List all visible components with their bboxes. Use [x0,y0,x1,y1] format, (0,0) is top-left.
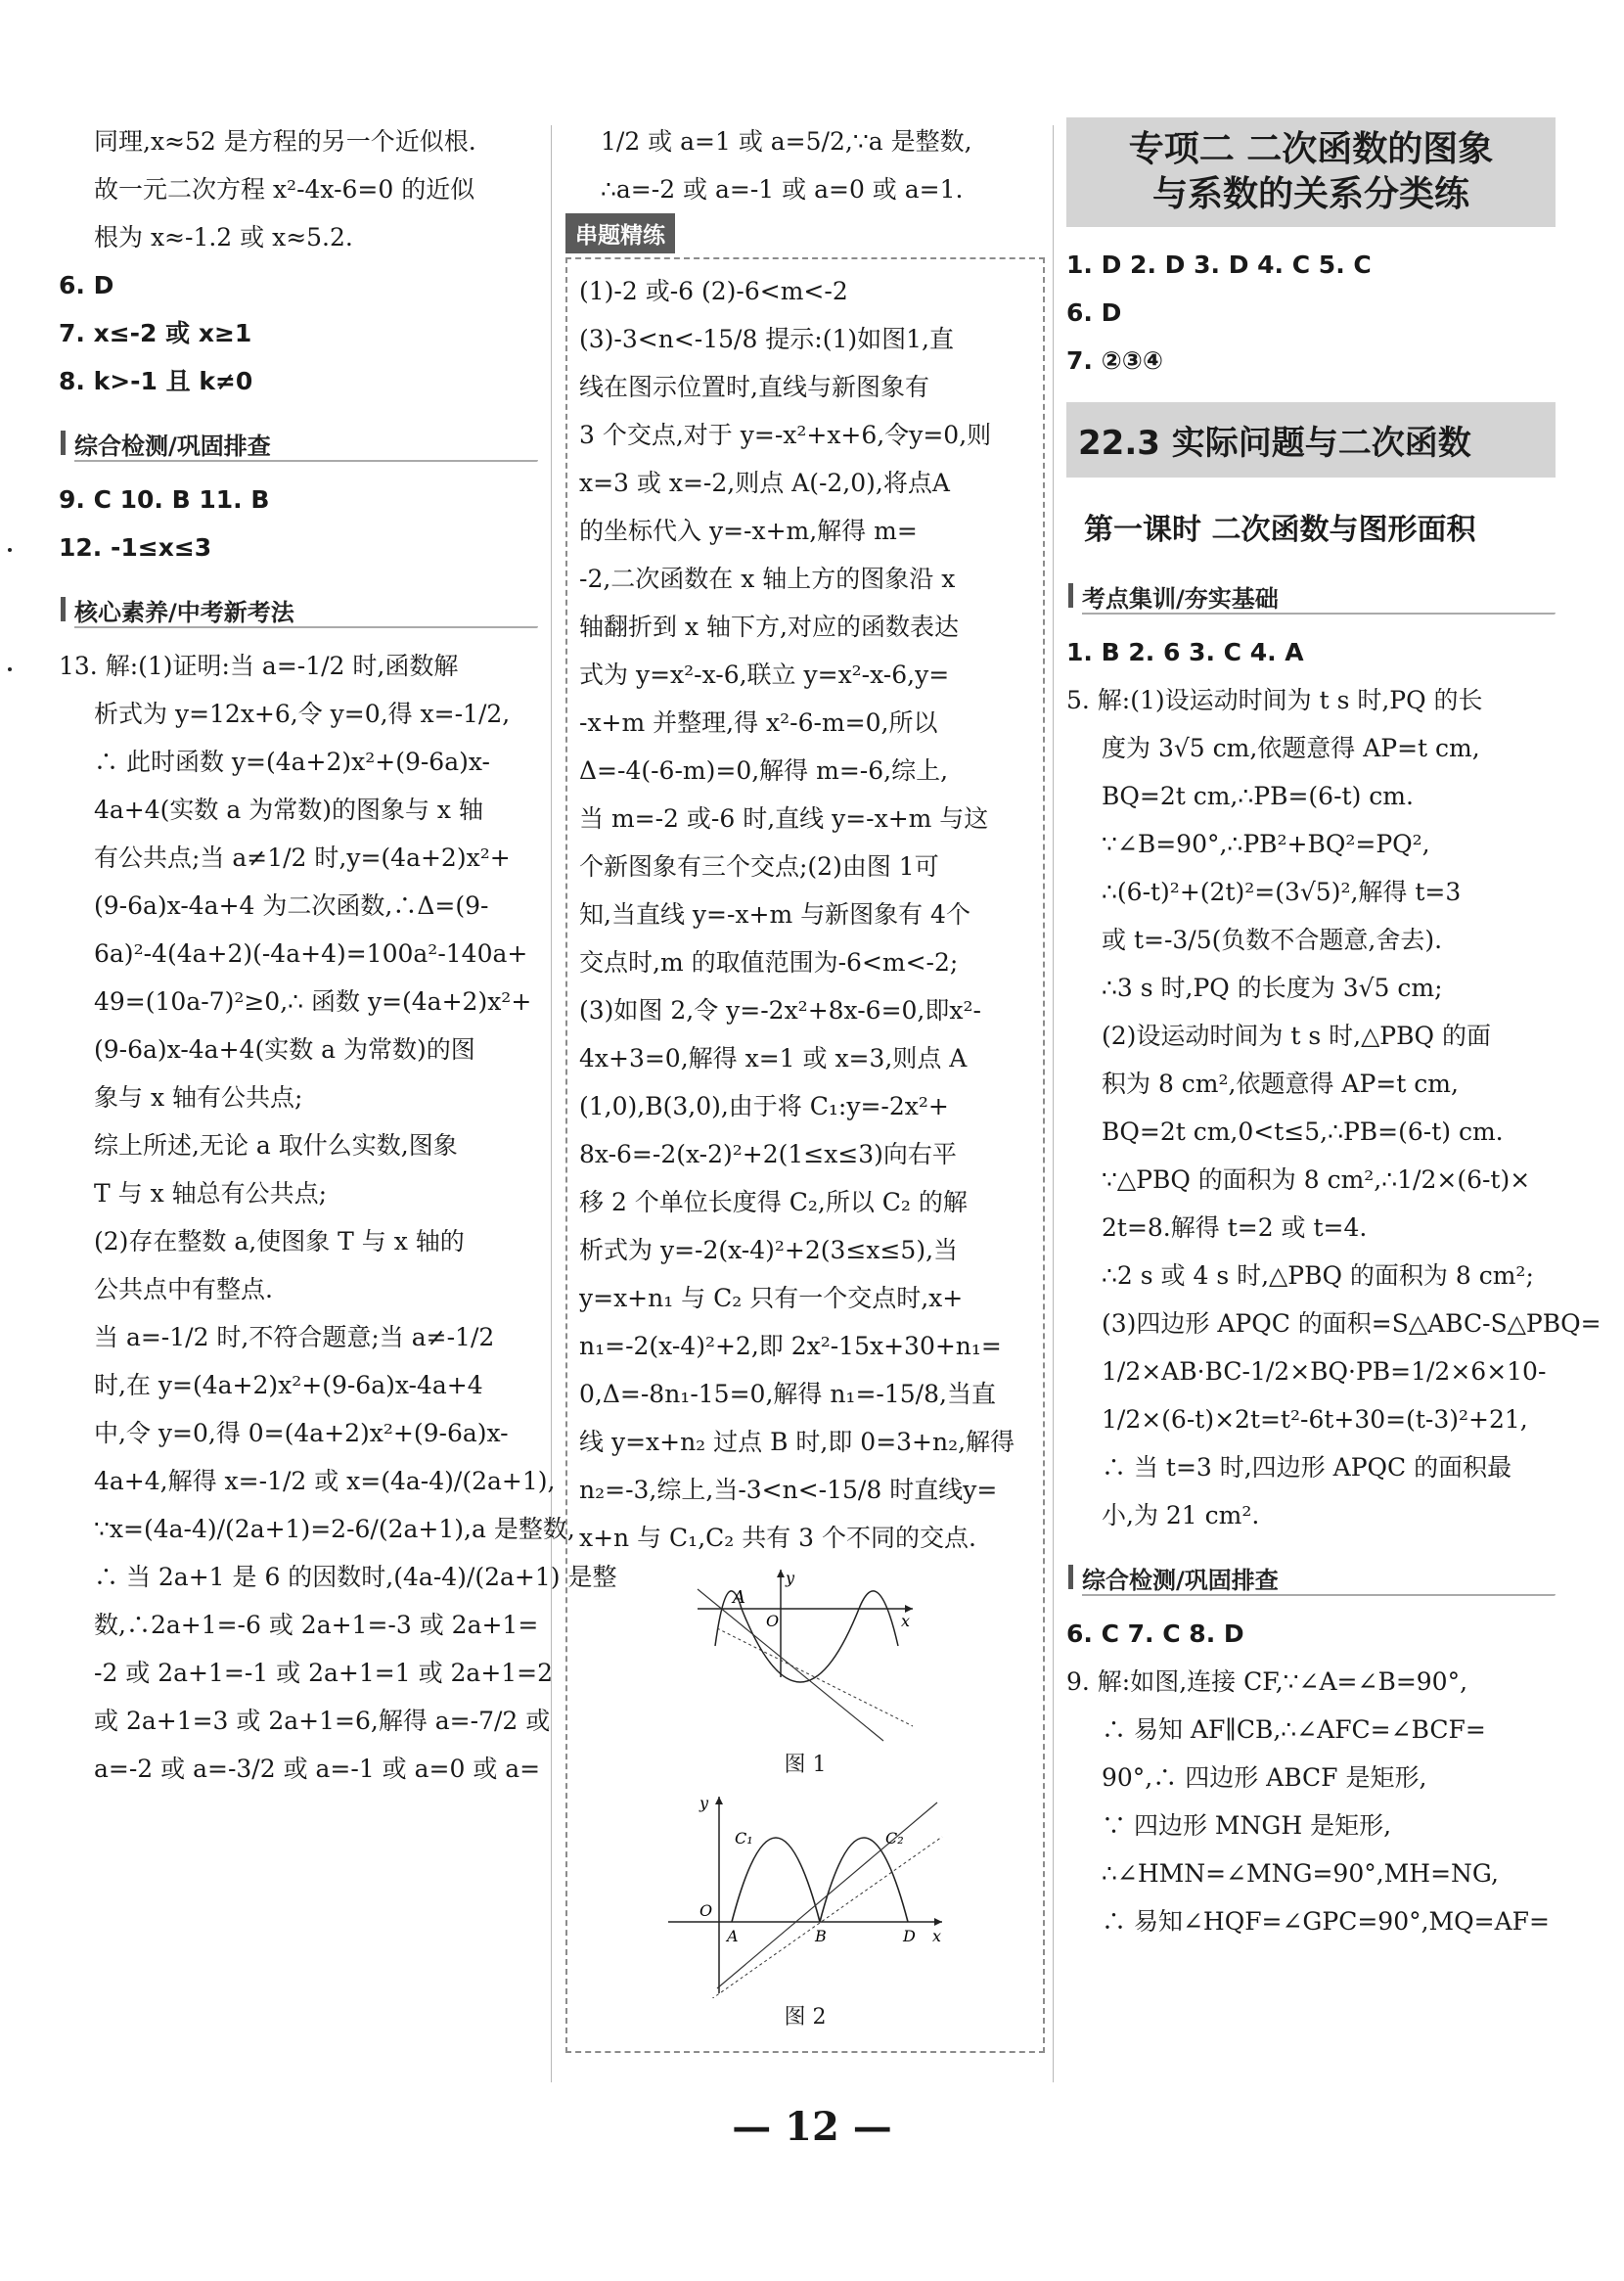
text-line: (2)设运动时间为 t s 时,△PBQ 的面 [1102,1022,1491,1050]
section-bar [61,597,66,621]
figure-2 [658,1793,952,1998]
figure-1-caption: 图 1 [784,1753,827,1777]
text-line: ∴ 易知 AF∥CB,∴∠AFC=∠BCF= [1102,1715,1486,1744]
text-line: 13. 解:(1)证明:当 a=-1/2 时,函数解 [59,652,459,680]
column-1 [59,117,617,1793]
text-line: 中,令 y=0,得 0=(4a+2)x²+(9-6a)x- [94,1419,509,1447]
text-line: 数,∴2a+1=-6 或 2a+1=-3 或 2a+1= [94,1611,539,1639]
margin-mark [8,548,12,552]
margin-mark [8,667,12,671]
text-line: n₂=-3,综上,当-3<n<-15/8 时直线y= [579,1476,998,1504]
column-3 [1066,117,1601,1945]
text-line: 交点时,m 的取值范围为-6<m<-2; [579,948,959,977]
flipped-parabola [742,1609,859,1682]
column-divider-1 [551,125,552,2082]
label-y: y [786,1570,795,1587]
text-line: BQ=2t cm,∴PB=(6-t) cm. [1102,782,1414,810]
column-2 [565,117,1045,2053]
answer-line: 6. D [1066,298,1122,327]
text-line: 49=(10a-7)²≥0,∴ 函数 y=(4a+2)x²+ [94,987,532,1016]
text-line: 根为 x≈-1.2 或 x≈5.2. [94,223,353,251]
text-line: ∵x=(4a-4)/(2a+1)=2-6/(2a+1),a 是整数, [94,1515,575,1543]
text-line: T 与 x 轴总有公共点; [94,1179,328,1208]
section-bar [1068,583,1073,608]
text-line: ∴ 当 t=3 时,四边形 APQC 的面积最 [1102,1453,1512,1482]
text-line: 积为 8 cm²,依题意得 AP=t cm, [1102,1070,1459,1098]
section-heading [1066,1557,1556,1596]
label-C1: C₁ [735,1829,753,1848]
text-line: 度为 3√5 cm,依题意得 AP=t cm, [1102,734,1480,762]
section-title: 综合检测/巩固排查 [1082,1567,1279,1594]
text-line: 4x+3=0,解得 x=1 或 x=3,则点 A [579,1044,968,1072]
answer-line: 9. C 10. B 11. B [59,485,270,514]
answer-line: 12. -1≤x≤3 [59,533,212,562]
text-line: 0,Δ=-8n₁-15=0,解得 n₁=-15/8,当直 [579,1380,996,1408]
answer-line: 6. D [59,271,114,299]
text-line: 6a)²-4(4a+2)(-4a+4)=100a²-140a+ [94,939,528,968]
text-line: (3)-3<n<-15/8 提示:(1)如图1,直 [579,325,954,353]
text-line: 90°,∴ 四边形 ABCF 是矩形, [1102,1763,1427,1792]
text-line: -x+m 并整理,得 x²-6-m=0,所以 [579,708,938,737]
text-line: (9-6a)x-4a+4(实数 a 为常数)的图 [94,1035,475,1064]
section-heading [59,423,538,462]
section-title: 综合检测/巩固排查 [74,433,271,460]
practice-tag: 串题精练 [565,213,675,253]
label-y: y [699,1794,709,1812]
text-line: 4a+4,解得 x=-1/2 或 x=(4a-4)/(2a+1), [94,1467,556,1495]
text-line: 析式为 y=-2(x-4)²+2(3≤x≤5),当 [579,1236,959,1264]
text-line: 析式为 y=12x+6,令 y=0,得 x=-1/2, [94,700,511,728]
text-line: ∴3 s 时,PQ 的长度为 3√5 cm; [1102,974,1443,1002]
text-line: 3 个交点,对于 y=-x²+x+6,令y=0,则 [579,421,992,449]
section-rule [74,460,538,462]
text-line: 轴翻折到 x 轴下方,对应的函数表达 [579,613,959,641]
text-line: 或 t=-3/5(负数不合题意,舍去). [1102,926,1443,954]
text-line: 2t=8.解得 t=2 或 t=4. [1102,1213,1368,1242]
text-line: (1)-2 或-6 (2)-6<m<-2 [579,277,848,305]
chapter-banner: 22.3 实际问题与二次函数 [1066,402,1556,478]
curve-c2 [820,1838,908,1922]
text-line: 1/2 或 a=1 或 a=5/2,∵a 是整数, [601,127,972,156]
text-line: (1,0),B(3,0),由于将 C₁:y=-2x²+ [579,1092,949,1120]
text-line: x=3 或 x=-2,则点 A(-2,0),将点A [579,469,950,497]
text-line: -2,二次函数在 x 轴上方的图象沿 x [579,565,956,593]
text-line: 9. 解:如图,连接 CF,∵∠A=∠B=90°, [1066,1667,1468,1696]
label-D: D [903,1927,916,1945]
label-C2: C₂ [885,1829,904,1848]
text-line: n₁=-2(x-4)²+2,即 2x²-15x+30+n₁= [579,1332,1002,1360]
right-arch [859,1591,898,1646]
section-rule [1082,613,1556,615]
label-x: x [932,1927,942,1945]
page-number: — 12 — [732,2104,892,2150]
text-line: (2)存在整数 a,使图象 T 与 x 轴的 [94,1227,465,1255]
y-axis-arrow [715,1797,723,1804]
practice-box [565,257,1045,2053]
text-line: ∴ 易知∠HQF=∠GPC=90°,MQ=AF= [1102,1907,1550,1936]
text-line: 或 2a+1=3 或 2a+1=6,解得 a=-7/2 或 [94,1707,551,1735]
text-line: x+n 与 C₁,C₂ 共有 3 个不同的交点. [579,1524,976,1552]
answer-line: 7. x≤-2 或 x≥1 [59,319,252,347]
text-line: BQ=2t cm,0<t≤5,∴PB=(6-t) cm. [1102,1118,1504,1146]
section-bar [61,431,66,455]
column-divider-2 [1053,125,1054,2082]
text-line: ∴2 s 或 4 s 时,△PBQ 的面积为 8 cm²; [1102,1261,1534,1290]
text-line: 线在图示位置时,直线与新图象有 [579,373,929,401]
label-A: A [727,1927,739,1945]
text-line: 当 m=-2 或-6 时,直线 y=-x+m 与这 [579,804,989,833]
label-O: O [766,1612,780,1630]
text-line: 同理,x≈52 是方程的另一个近似根. [94,127,476,156]
text-line: 综上所述,无论 a 取什么实数,图象 [94,1131,458,1160]
solution-9 [1066,1658,1556,1945]
text-line: 的坐标代入 y=-x+m,解得 m= [579,517,918,545]
topic-banner-line: 专项二 二次函数的图象 [1128,129,1494,169]
figure-1 [688,1570,923,1746]
solution-5 [1066,676,1601,1539]
text-line: 当 a=-1/2 时,不符合题意;当 a≠-1/2 [94,1323,495,1351]
text-line: ∵△PBQ 的面积为 8 cm²,∴1/2×(6-t)× [1102,1165,1531,1194]
section-rule [1082,1594,1556,1596]
text-line: 移 2 个单位长度得 C₂,所以 C₂ 的解 [579,1188,968,1216]
text-line: 知,当直线 y=-x+m 与新图象有 4个 [579,900,970,929]
text-line: 有公共点;当 a≠1/2 时,y=(4a+2)x²+ [94,844,511,872]
section-heading [59,589,538,628]
section-title: 考点集训/夯实基础 [1082,585,1279,613]
label-B: B [815,1927,827,1945]
curve-c1 [732,1838,820,1922]
topic-banner [1066,117,1556,227]
answer-line: 7. ②③④ [1066,346,1164,375]
section-rule [74,626,538,628]
answer-line: 1. D 2. D 3. D 4. C 5. C [1066,251,1372,279]
text-line: ∵ 四边形 MNGH 是矩形, [1102,1811,1392,1840]
line-y-neg-x-plus-m [698,1589,883,1741]
text-line: 4a+4(实数 a 为常数)的图象与 x 轴 [94,796,483,824]
section-title: 核心素养/中考新考法 [74,599,294,626]
label-x: x [901,1612,911,1630]
x-axis-arrow [934,1918,942,1926]
text-line: 时,在 y=(4a+2)x²+(9-6a)x-4a+4 [94,1371,483,1399]
text-line: 式为 y=x²-x-6,联立 y=x²-x-6,y= [579,661,950,689]
text-line: 象与 x 轴有公共点; [94,1083,303,1112]
text-line: 1/2×AB·BC-1/2×BQ·PB=1/2×6×10- [1102,1357,1547,1386]
text-line: -2 或 2a+1=-1 或 2a+1=1 或 2a+1=2 [94,1659,554,1687]
y-axis-arrow [777,1570,785,1577]
answer-line: 8. k>-1 且 k≠0 [59,367,253,395]
label-O: O [699,1901,713,1920]
solution-13 [59,642,617,1793]
text-line: ∴a=-2 或 a=-1 或 a=0 或 a=1. [601,175,964,204]
text-line: 公共点中有整点. [94,1275,273,1303]
text-line: (3)如图 2,令 y=-2x²+8x-6=0,即x²- [579,996,981,1025]
text-line: ∴∠HMN=∠MNG=90°,MH=NG, [1102,1859,1499,1888]
section-heading [1066,575,1556,615]
text-line: ∴ 当 2a+1 是 6 的因数时,(4a-4)/(2a+1) 是整 [94,1563,617,1591]
text-line: 1/2×(6-t)×2t=t²-6t+30=(t-3)²+21, [1102,1405,1528,1434]
text-line: a=-2 或 a=-3/2 或 a=-1 或 a=0 或 a= [94,1755,541,1783]
text-line: 8x-6=-2(x-2)²+2(1≤x≤3)向右平 [579,1140,957,1168]
section-bar [1068,1565,1073,1589]
text-line: (3)四边形 APQC 的面积=S△ABC-S△PBQ= [1102,1309,1601,1338]
lesson-title: 第一课时 二次函数与图形面积 [1084,513,1476,547]
figure-2-caption: 图 2 [784,2005,827,2030]
answer-line: 1. B 2. 6 3. C 4. A [1066,638,1304,666]
text-line: ∴(6-t)²+(2t)²=(3√5)²,解得 t=3 [1102,878,1462,906]
text-line: ∴ 此时函数 y=(4a+2)x²+(9-6a)x- [94,748,490,776]
text-line: 故一元二次方程 x²-4x-6=0 的近似 [94,175,475,204]
text-line: (9-6a)x-4a+4 为二次函数,∴Δ=(9- [94,891,489,920]
text-line: 5. 解:(1)设运动时间为 t s 时,PQ 的长 [1066,686,1483,714]
text-line: Δ=-4(-6-m)=0,解得 m=-6,综上, [579,756,949,785]
text-line: ∵∠B=90°,∴PB²+BQ²=PQ², [1102,830,1430,858]
label-A: A [733,1587,745,1608]
topic-banner-line: 与系数的关系分类练 [1151,174,1469,214]
answer-line: 6. C 7. C 8. D [1066,1620,1244,1648]
text-line: 小,为 21 cm². [1102,1501,1260,1529]
text-line: 线 y=x+n₂ 过点 B 时,即 0=3+n₂,解得 [579,1428,1015,1456]
text-line: 个新图象有三个交点;(2)由图 1可 [579,852,939,881]
line-y-x-plus-n2 [678,1837,942,1998]
text-line: y=x+n₁ 与 C₂ 只有一个交点时,x+ [579,1284,964,1312]
practice-text [579,267,1031,1562]
